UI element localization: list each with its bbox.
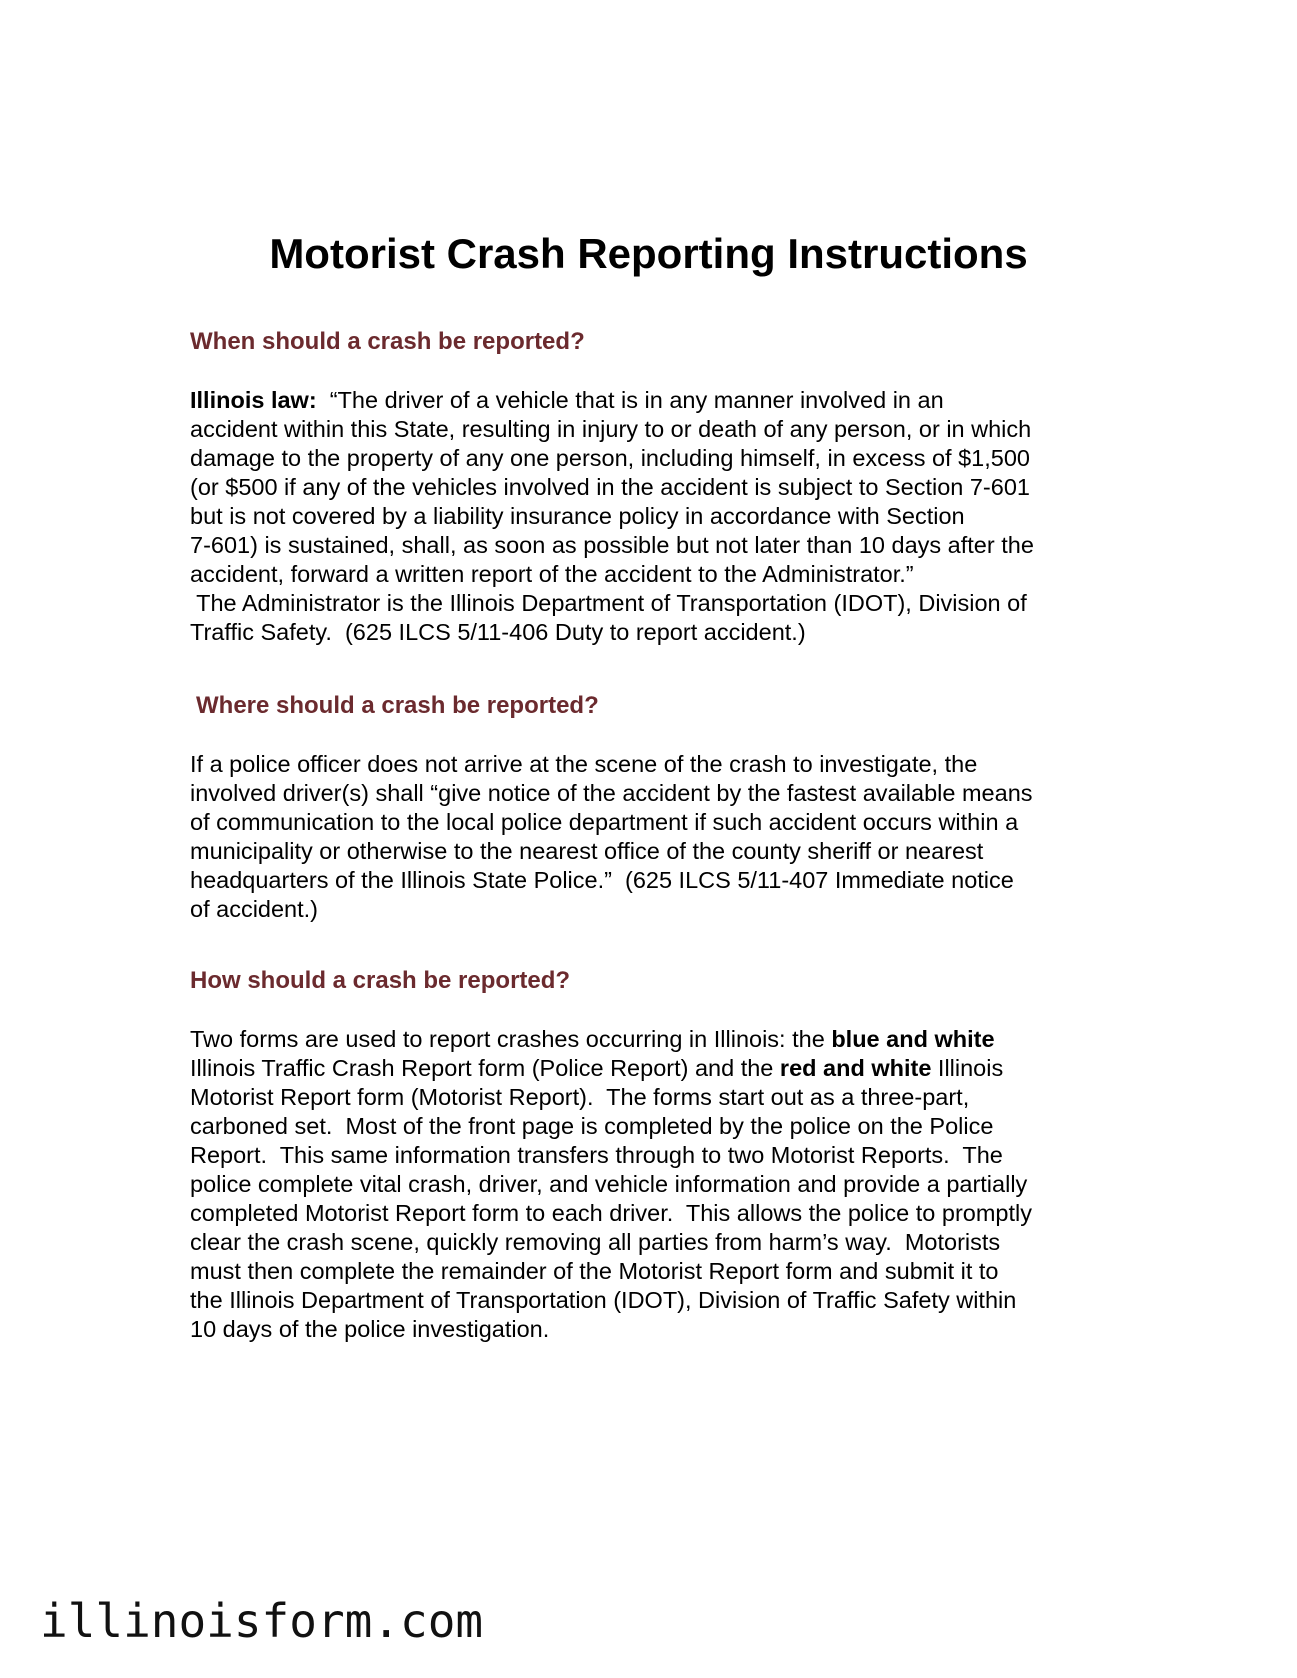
text-line: Motorist Report form (Motorist Report). The forms start out as a three-part, bbox=[190, 1084, 970, 1110]
text-line: Traffic Safety. (625 ILCS 5/11-406 Duty to report accident.) bbox=[190, 619, 806, 645]
section-body-when bbox=[190, 386, 1110, 647]
text-line: Report. This same information transfers through to two Motorist Reports. The bbox=[190, 1142, 1003, 1168]
text-line: carboned set. Most of the front page is completed by the police on the Police bbox=[190, 1113, 994, 1139]
text-line: of communication to the local police department if such accident occurs within a bbox=[190, 809, 1019, 835]
section-body-where bbox=[190, 750, 1110, 924]
text-line: municipality or otherwise to the nearest office of the county sheriff or nearest bbox=[190, 838, 984, 864]
text-line: headquarters of the Illinois State Police.” (625 ILCS 5/11-407 Immediate notice bbox=[190, 867, 1014, 893]
text-line: the Illinois Department of Transportation (IDOT), Division of Traffic Safety within bbox=[190, 1287, 1017, 1313]
section-heading-where: Where should a crash be reported? bbox=[196, 692, 599, 719]
text-line: Illinois Traffic Crash Report form (Police Report) and the red and white Illinois bbox=[190, 1055, 1004, 1081]
text-line: The Administrator is the Illinois Department of Transportation (IDOT), Division of bbox=[190, 590, 1027, 616]
text-line: 7-601) is sustained, shall, as soon as possible but not later than 10 days after the bbox=[190, 532, 1034, 558]
text-line: must then complete the remainder of the Motorist Report form and submit it to bbox=[190, 1258, 999, 1284]
text-line: accident, forward a written report of the accident to the Administrator.” bbox=[190, 561, 914, 587]
text-line: 10 days of the police investigation. bbox=[190, 1316, 550, 1342]
text-line: (or $500 if any of the vehicles involved in the accident is subject to Section 7-601 bbox=[190, 474, 1030, 500]
text-line: of accident.) bbox=[190, 896, 319, 922]
text-line: clear the crash scene, quickly removing all parties from harm’s way. Motorists bbox=[190, 1229, 1001, 1255]
text-line: If a police officer does not arrive at the scene of the crash to investigate, the bbox=[190, 751, 978, 777]
watermark: illinoisform.com bbox=[40, 1594, 484, 1648]
text-line: Illinois law: “The driver of a vehicle that is in any manner involved in an bbox=[190, 387, 944, 413]
section-heading-how: How should a crash be reported? bbox=[190, 967, 571, 994]
text-line: Two forms are used to report crashes occurring in Illinois: the blue and white bbox=[190, 1026, 995, 1052]
text-line: but is not covered by a liability insurance policy in accordance with Section bbox=[190, 503, 965, 529]
text-line: completed Motorist Report form to each driver. This allows the police to promptly bbox=[190, 1200, 1033, 1226]
page-title: Motorist Crash Reporting Instructions bbox=[269, 230, 1028, 277]
text-line: involved driver(s) shall “give notice of the accident by the fastest available means bbox=[190, 780, 1033, 806]
text-line: police complete vital crash, driver, and vehicle information and provide a partially bbox=[190, 1171, 1028, 1197]
text-line: accident within this State, resulting in injury to or death of any person, or in which bbox=[190, 416, 1032, 442]
section-body-how bbox=[190, 1025, 1110, 1344]
text-line: damage to the property of any one person, including himself, in excess of $1,500 bbox=[190, 445, 1030, 471]
section-heading-when: When should a crash be reported? bbox=[190, 328, 585, 355]
